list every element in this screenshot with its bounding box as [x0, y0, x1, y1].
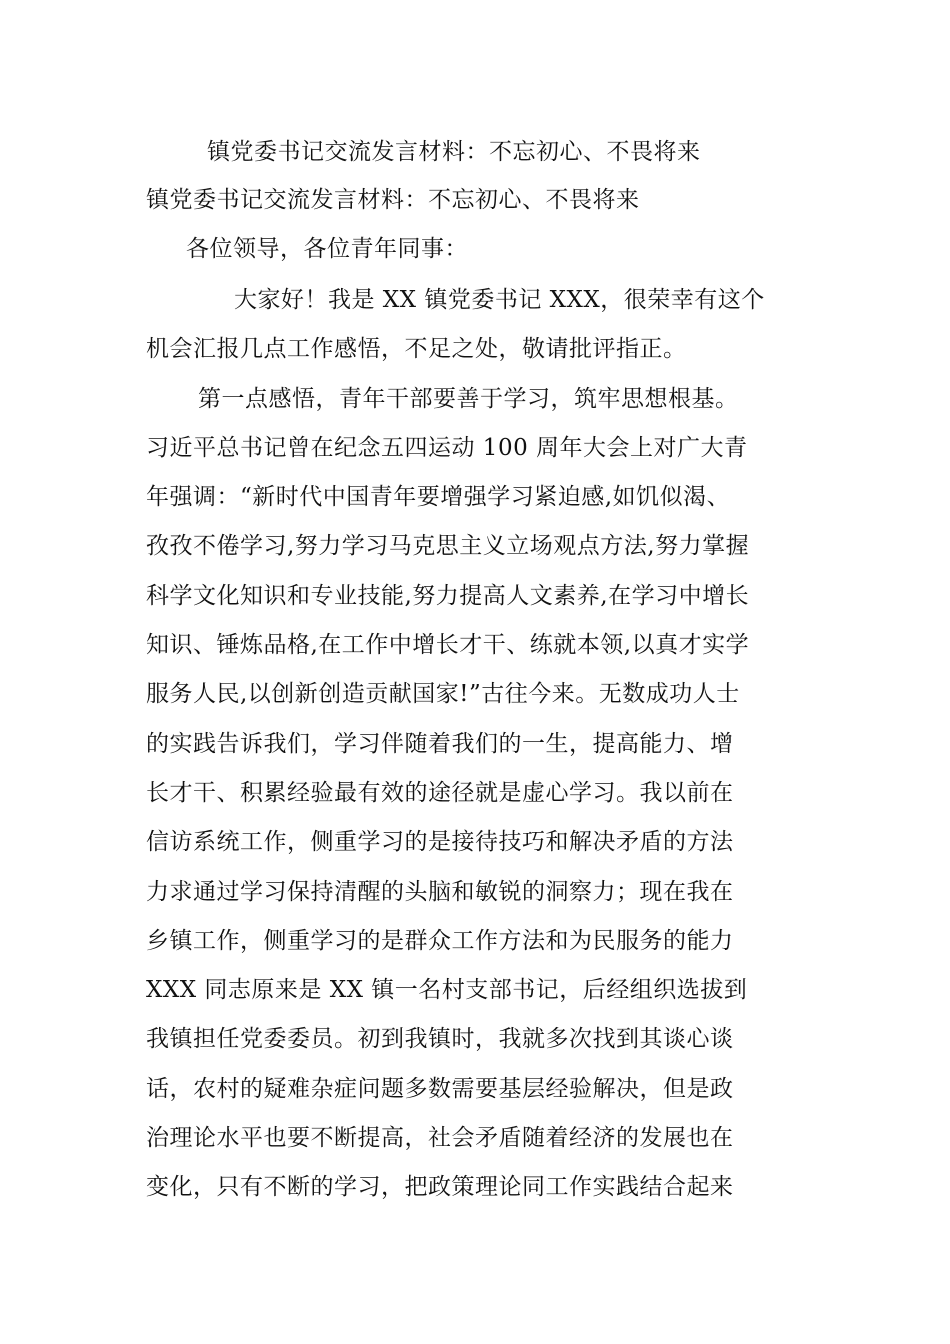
body-line: 信访系统工作，侧重学习的是接待技巧和解决矛盾的方法 — [146, 829, 734, 856]
body-line: 变化，只有不断的学习，把政策理论同工作实践结合起来 — [146, 1174, 734, 1201]
salutation: 各位领导，各位青年同事： — [186, 236, 468, 262]
body-line: 治理论水平也要不断提高，社会矛盾随着经济的发展也在 — [146, 1125, 734, 1152]
body-line: 习近平总书记曾在纪念五四运动 100 周年大会上对广大青 — [146, 434, 748, 461]
body-line: 的实践告诉我们，学习伴随着我们的一生，提高能力、增 — [146, 730, 734, 757]
document-title: 镇党委书记交流发言材料：不忘初心、不畏将来 — [207, 139, 701, 165]
body-line: 年强调：“新时代中国青年要增强学习紧迫感,如饥似渴、 — [146, 484, 731, 511]
body-line: 我镇担任党委委员。初到我镇时，我就多次找到其谈心谈 — [146, 1026, 734, 1053]
body-text — [146, 276, 816, 1213]
body-line: 话，农村的疑难杂症问题多数需要基层经验解决，但是政 — [146, 1075, 734, 1102]
body-line: XXX 同志原来是 XX 镇一名村支部书记，后经组织选拔到 — [146, 977, 748, 1004]
body-line: 第一点感悟，青年干部要善于学习，筑牢思想根基。 — [198, 385, 739, 412]
body-line: 孜孜不倦学习,努力学习马克思主义立场观点方法,努力掌握 — [146, 533, 750, 560]
body-line: 大家好！我是 XX 镇党委书记 XXX，很荣幸有这个 — [234, 287, 765, 313]
body-line: 服务人民,以创新创造贡献国家!”古往今来。无数成功人士 — [146, 681, 740, 708]
body-line: 长才干、积累经验最有效的途径就是虚心学习。我以前在 — [146, 779, 734, 806]
document-subtitle: 镇党委书记交流发言材料：不忘初心、不畏将来 — [146, 187, 640, 213]
body-line: 力求通过学习保持清醒的头脑和敏锐的洞察力；现在我在 — [146, 878, 734, 905]
body-line: 机会汇报几点工作感悟，不足之处，敬请批评指正。 — [146, 336, 687, 363]
body-line: 乡镇工作，侧重学习的是群众工作方法和为民服务的能力 — [146, 927, 734, 954]
body-line: 科学文化知识和专业技能,努力提高人文素养,在学习中增长 — [146, 582, 750, 609]
body-line: 知识、锤炼品格,在工作中增长才干、练就本领,以真才实学 — [146, 632, 750, 659]
